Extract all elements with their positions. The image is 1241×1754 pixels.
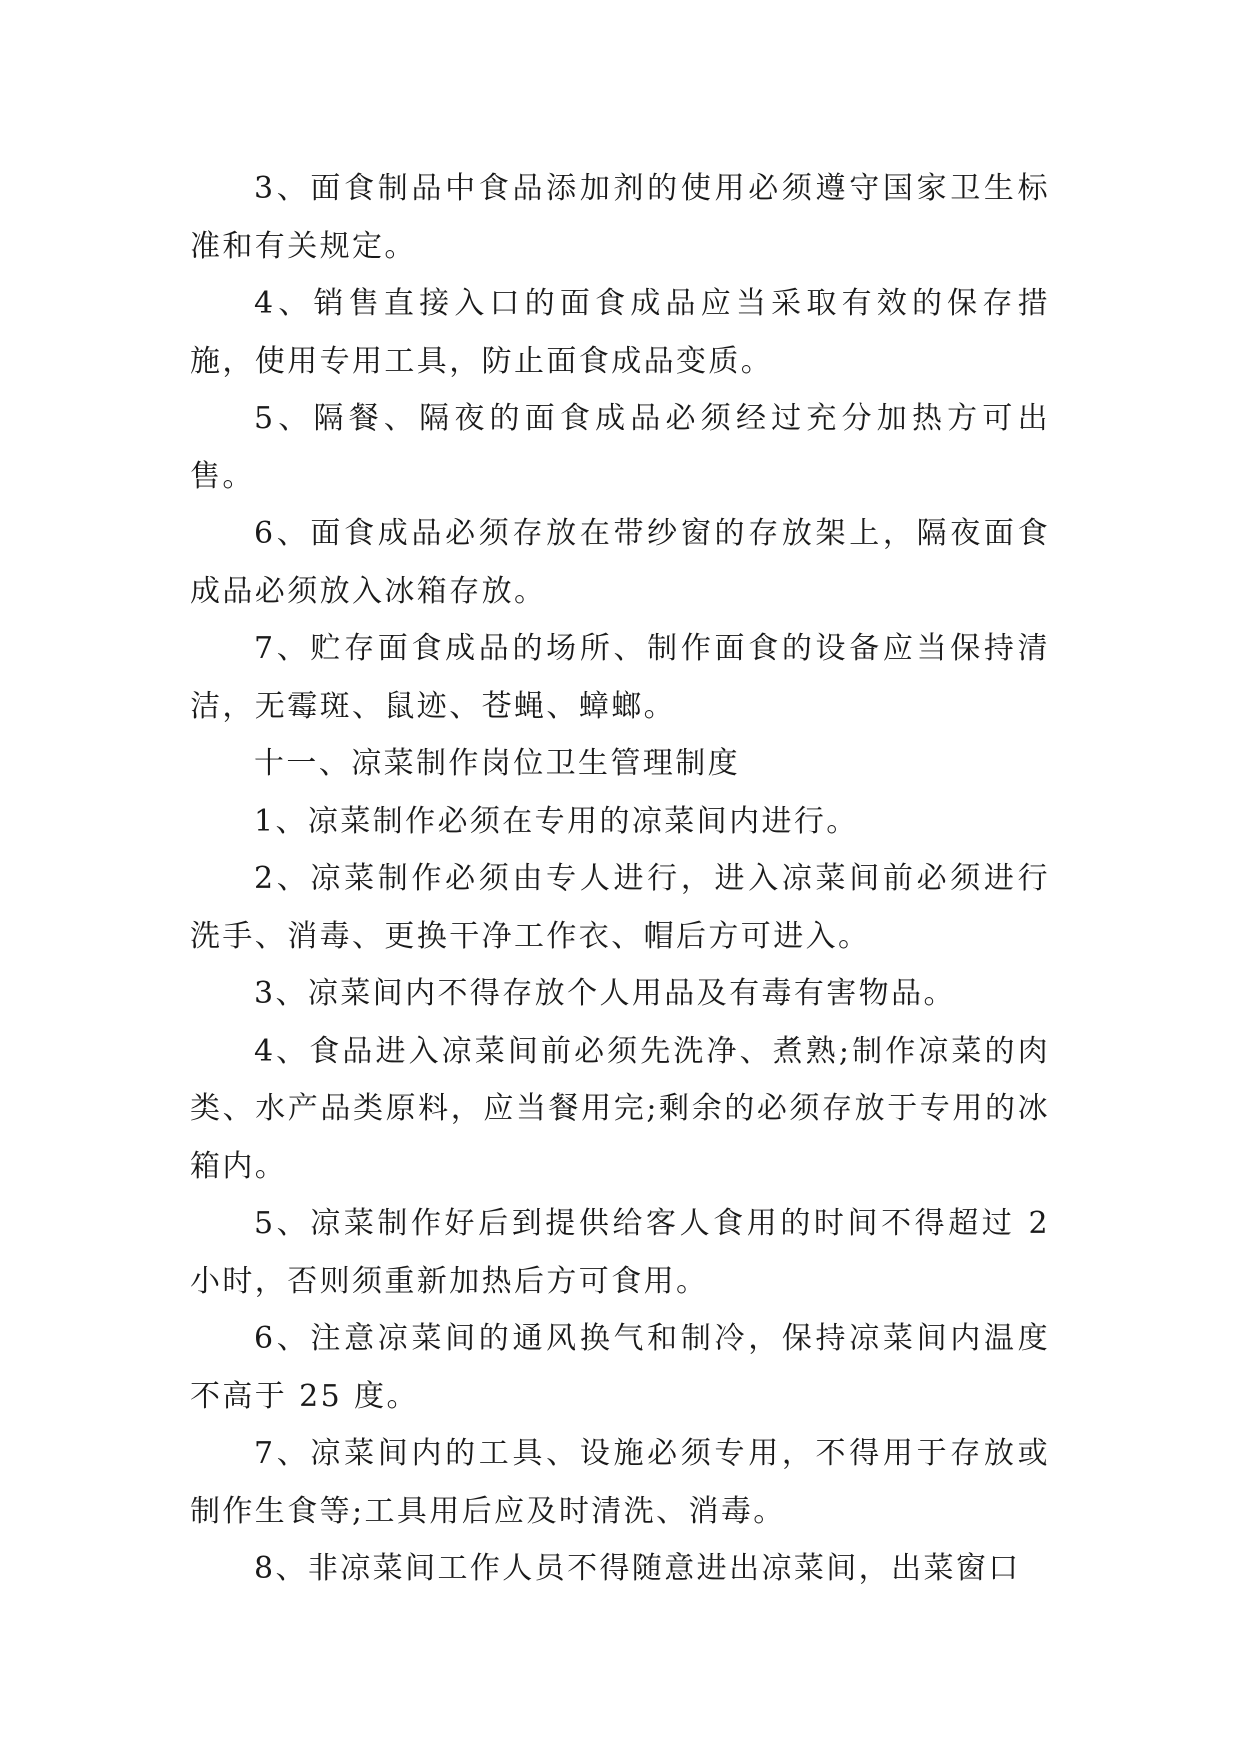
paragraph-cold-item-4: 4、食品进入凉菜间前必须先洗净、煮熟;制作凉菜的肉类、水产品类原料，应当餐用完;剩余的必须存放于专用的冰箱内。 [190,1033,1050,1184]
section-heading-cold-dish: 十一、凉菜制作岗位卫生管理制度 [254,746,740,781]
paragraph-cold-item-6: 6、注意凉菜间的通风换气和制冷，保持凉菜间内温度不高于 25 度。 [190,1321,1050,1414]
paragraph-cold-item-8: 8、非凉菜间工作人员不得随意进出凉菜间，出菜窗口 [254,1551,1021,1586]
paragraph-item-3-additives: 3、面食制品中食品添加剂的使用必须遵守国家卫生标准和有关规定。 [190,171,1050,264]
paragraph-item-4-storage: 4、销售直接入口的面食成品应当采取有效的保存措施，使用专用工具，防止面食成品变质。 [190,286,1050,379]
paragraph-cold-item-5: 5、凉菜制作好后到提供给客人食用的时间不得超过 2 小时，否则须重新加热后方可食用。 [190,1206,1050,1299]
paragraph-item-7-cleanliness: 7、贮存面食成品的场所、制作面食的设备应当保持清洁，无霉斑、鼠迹、苍蝇、蟑螂。 [190,631,1050,724]
paragraph-cold-item-7: 7、凉菜间内的工具、设施必须专用，不得用于存放或制作生食等;工具用后应及时清洗、消毒。 [190,1436,1050,1529]
paragraph-cold-item-3: 3、凉菜间内不得存放个人用品及有毒有害物品。 [254,976,956,1011]
paragraph-item-5-reheat: 5、隔餐、隔夜的面食成品必须经过充分加热方可出售。 [190,401,1050,494]
paragraph-cold-item-2: 2、凉菜制作必须由专人进行，进入凉菜间前必须进行洗手、消毒、更换干净工作衣、帽后方可进入。 [190,861,1050,954]
paragraph-cold-item-1: 1、凉菜制作必须在专用的凉菜间内进行。 [254,803,859,839]
paragraph-item-6-rack: 6、面食成品必须存放在带纱窗的存放架上，隔夜面食成品必须放入冰箱存放。 [190,516,1050,609]
document-body [190,160,1050,1598]
